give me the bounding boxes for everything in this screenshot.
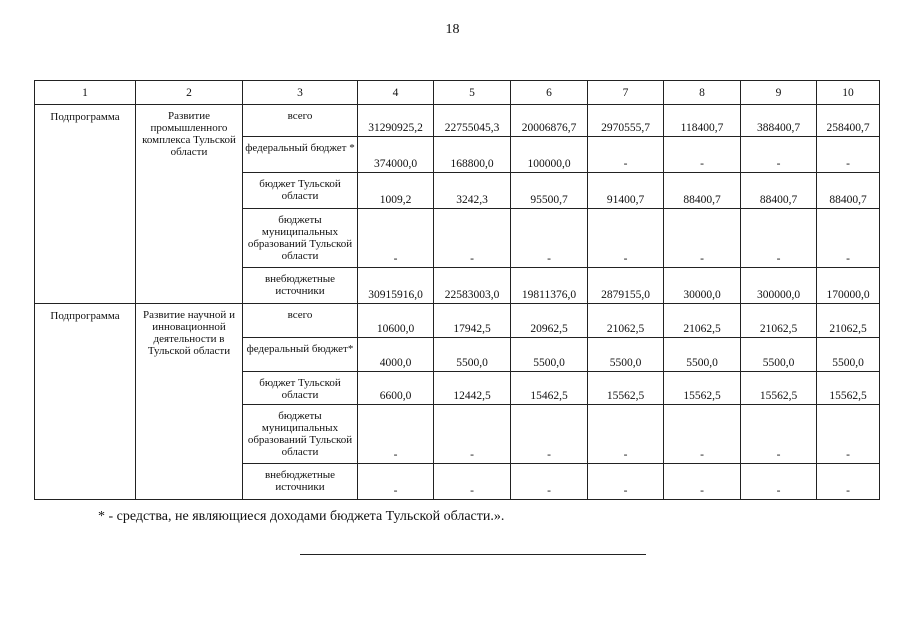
amount-cell: - (434, 405, 511, 464)
amount-cell: - (434, 209, 511, 268)
amount-cell: 30915916,0 (358, 268, 434, 304)
amount-cell: 300000,0 (741, 268, 817, 304)
table-row (35, 105, 880, 137)
page-number: 18 (445, 22, 460, 37)
amount-cell: 5500,0 (817, 338, 880, 372)
amount-cell: 20962,5 (511, 304, 588, 338)
amount-cell: 31290925,2 (358, 105, 434, 137)
funding-source-cell: бюджет Тульской области (243, 372, 358, 405)
amount-cell: 22755045,3 (434, 105, 511, 137)
column-header: 2 (136, 81, 243, 105)
amount-cell: - (358, 209, 434, 268)
funding-source-cell: бюджеты муниципальных образований Тульской области (243, 209, 358, 268)
subprogram-name-cell: Развитие научной и инновационной деятельности в Тульской области (136, 304, 243, 500)
amount-cell: 15562,5 (817, 372, 880, 405)
amount-cell: 20006876,7 (511, 105, 588, 137)
column-header: 10 (817, 81, 880, 105)
amount-cell: 88400,7 (817, 173, 880, 209)
funding-source-cell: федеральный бюджет* (243, 338, 358, 372)
amount-cell: - (511, 405, 588, 464)
subprogram-type-cell: Подпрограмма (35, 304, 136, 500)
amount-cell: - (588, 464, 664, 500)
amount-cell: - (664, 137, 741, 173)
amount-cell: - (664, 209, 741, 268)
amount-cell: - (588, 137, 664, 173)
amount-cell: 30000,0 (664, 268, 741, 304)
amount-cell: 5500,0 (511, 338, 588, 372)
column-header: 5 (434, 81, 511, 105)
amount-cell: 170000,0 (817, 268, 880, 304)
amount-cell: - (741, 137, 817, 173)
funding-source-cell: бюджет Тульской области (243, 173, 358, 209)
amount-cell: 258400,7 (817, 105, 880, 137)
funding-source-cell: бюджеты муниципальных образований Тульской области (243, 405, 358, 464)
signature-line (300, 554, 646, 555)
amount-cell: 1009,2 (358, 173, 434, 209)
column-header: 4 (358, 81, 434, 105)
amount-cell: 6600,0 (358, 372, 434, 405)
amount-cell: 118400,7 (664, 105, 741, 137)
funding-source-cell: всего (243, 105, 358, 137)
funding-table (34, 80, 880, 500)
amount-cell: 21062,5 (741, 304, 817, 338)
funding-source-cell: внебюджетные источники (243, 464, 358, 500)
subprogram-name-cell: Развитие промышленного комплекса Тульской области (136, 105, 243, 304)
funding-table-body (35, 81, 880, 500)
amount-cell: - (358, 405, 434, 464)
amount-cell: 15562,5 (588, 372, 664, 405)
amount-cell: 5500,0 (434, 338, 511, 372)
amount-cell: 4000,0 (358, 338, 434, 372)
amount-cell: - (358, 464, 434, 500)
amount-cell: - (434, 464, 511, 500)
amount-cell: 5500,0 (664, 338, 741, 372)
amount-cell: 22583003,0 (434, 268, 511, 304)
amount-cell: 388400,7 (741, 105, 817, 137)
amount-cell: 5500,0 (588, 338, 664, 372)
amount-cell: 168800,0 (434, 137, 511, 173)
amount-cell: - (817, 464, 880, 500)
amount-cell: - (588, 405, 664, 464)
column-header: 1 (35, 81, 136, 105)
amount-cell: 3242,3 (434, 173, 511, 209)
column-header: 7 (588, 81, 664, 105)
amount-cell: - (511, 464, 588, 500)
amount-cell: 10600,0 (358, 304, 434, 338)
funding-source-cell: внебюджетные источники (243, 268, 358, 304)
amount-cell: 17942,5 (434, 304, 511, 338)
amount-cell: - (741, 464, 817, 500)
column-header: 6 (511, 81, 588, 105)
amount-cell: 15562,5 (741, 372, 817, 405)
column-header: 9 (741, 81, 817, 105)
column-header: 3 (243, 81, 358, 105)
column-header: 8 (664, 81, 741, 105)
amount-cell: 2970555,7 (588, 105, 664, 137)
amount-cell: 21062,5 (664, 304, 741, 338)
subprogram-type-cell: Подпрограмма (35, 105, 136, 304)
amount-cell: 12442,5 (434, 372, 511, 405)
amount-cell: 100000,0 (511, 137, 588, 173)
header-row (35, 81, 880, 105)
amount-cell: 91400,7 (588, 173, 664, 209)
amount-cell: 21062,5 (588, 304, 664, 338)
amount-cell: - (664, 464, 741, 500)
amount-cell: 95500,7 (511, 173, 588, 209)
footnote: * - средства, не являющиеся доходами бюджета Тульской области.». (98, 509, 505, 524)
amount-cell: - (588, 209, 664, 268)
amount-cell: 19811376,0 (511, 268, 588, 304)
amount-cell: 21062,5 (817, 304, 880, 338)
amount-cell: 5500,0 (741, 338, 817, 372)
table-row (35, 304, 880, 338)
amount-cell: 2879155,0 (588, 268, 664, 304)
amount-cell: 88400,7 (741, 173, 817, 209)
amount-cell: - (817, 405, 880, 464)
amount-cell: - (741, 209, 817, 268)
funding-source-cell: федеральный бюджет * (243, 137, 358, 173)
amount-cell: - (817, 137, 880, 173)
amount-cell: - (741, 405, 817, 464)
amount-cell: 15462,5 (511, 372, 588, 405)
amount-cell: - (511, 209, 588, 268)
amount-cell: - (664, 405, 741, 464)
amount-cell: 88400,7 (664, 173, 741, 209)
amount-cell: 15562,5 (664, 372, 741, 405)
amount-cell: 374000,0 (358, 137, 434, 173)
funding-source-cell: всего (243, 304, 358, 338)
amount-cell: - (817, 209, 880, 268)
